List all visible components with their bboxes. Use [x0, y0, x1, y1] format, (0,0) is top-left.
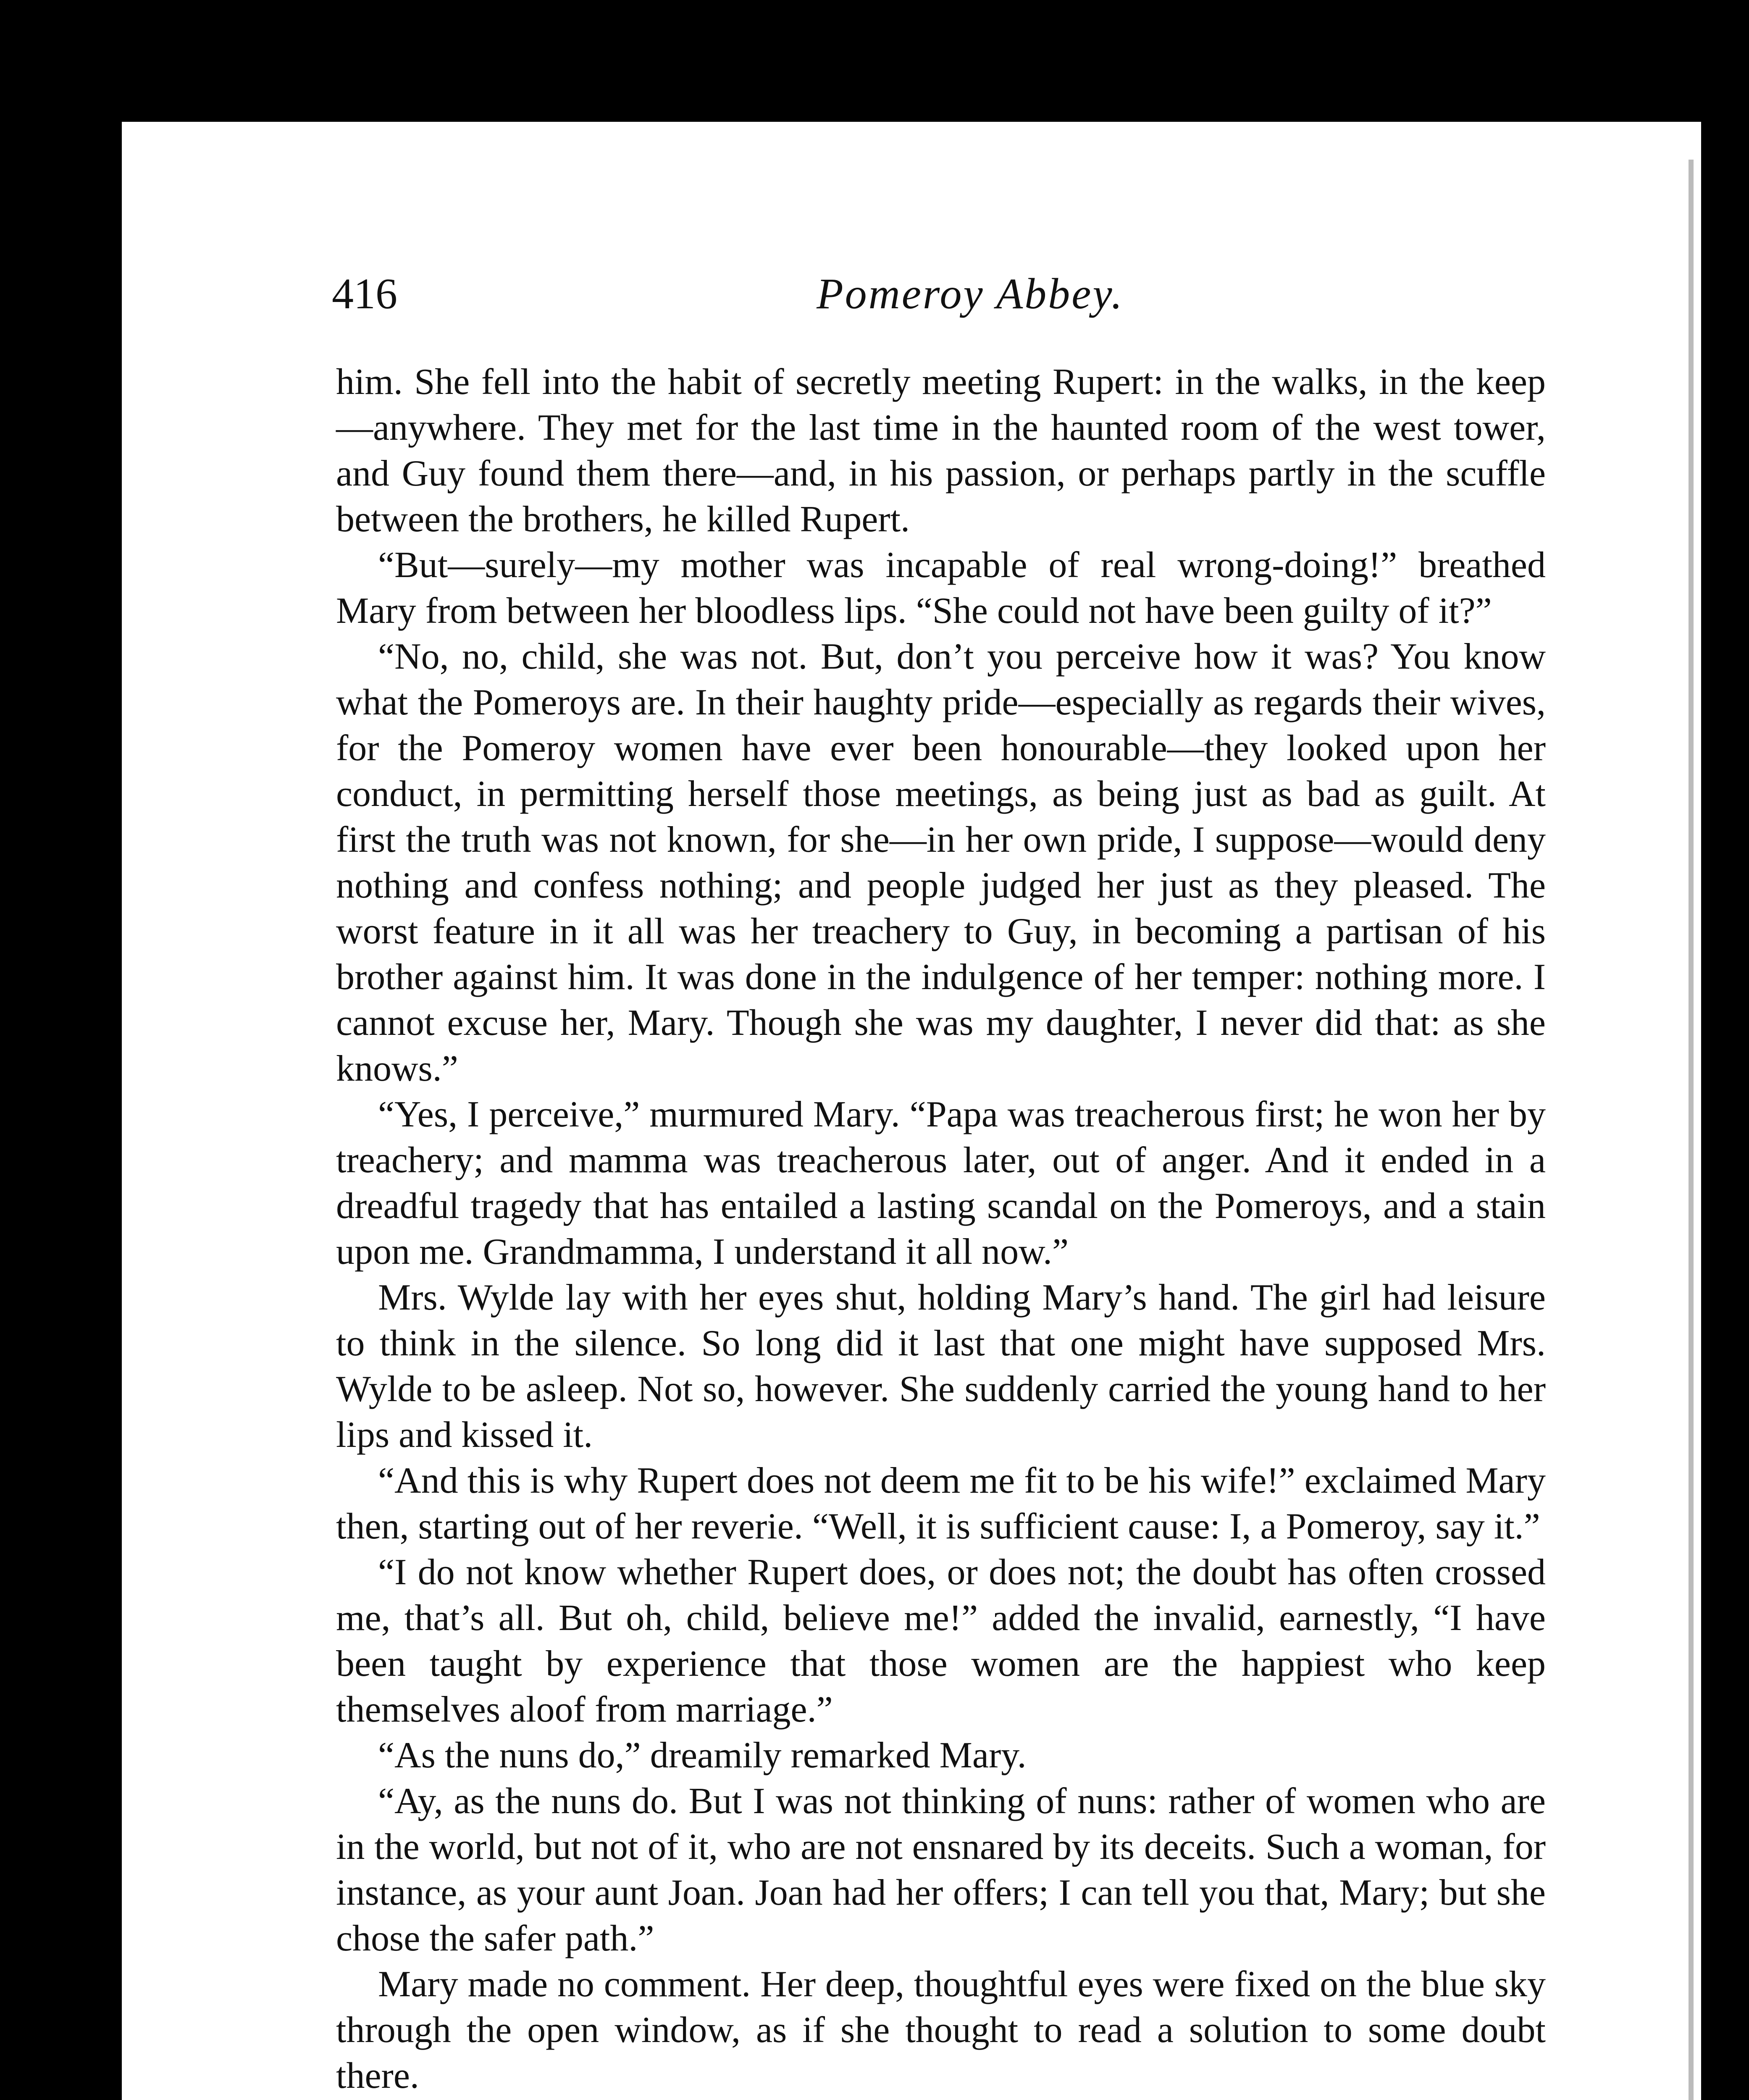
paragraph: “And this is why Rupert does not deem me fit to be his wife!” exclaimed Mary then, starting out of her reverie. “Well, it is sufficient cause: I, a Pomeroy, say it.”	[336, 1460, 1546, 1547]
paragraph: him. She fell into the habit of secretly meeting Rupert: in the walks, in the keep—anywhere. They met for the last time in the haunted room of the west tower, and Guy found them there—and, in his passion, or perhaps partly in the scuffle between the brothers, he killed Rupert.	[336, 362, 1546, 540]
page-edge-right	[1689, 160, 1694, 2100]
paragraph: “Ay, as the nuns do. But I was not thinking of nuns: rather of women who are in the world, but not of it, who are not ensnared by its deceits. Such a woman, for instance, as your aunt Joan. Joan had her offers; I can tell you that, Mary; but she chose the safer path.”	[336, 1781, 1546, 1959]
page-header	[332, 269, 1550, 328]
running-title: Pomeroy Abbey.	[817, 270, 1124, 318]
body-text	[336, 359, 1546, 2100]
paragraph: Mary made no comment. Her deep, thoughtful eyes were fixed on the blue sky through the open window, as if she thought to read a solution to some doubt there.	[336, 1964, 1546, 2096]
paragraph: Mrs. Wylde lay with her eyes shut, holding Mary’s hand. The girl had leisure to think in the silence. So long did it last that one might have supposed Mrs. Wylde to be asleep. Not so, however. She suddenly carried the young hand to her lips and kissed it.	[336, 1277, 1546, 1455]
paragraph: “As the nuns do,” dreamily remarked Mary.	[378, 1735, 1027, 1776]
paragraph: “But—surely—my mother was incapable of real wrong-doing!” breathed Mary from between her bloodless lips. “She could not have been guilty of it?”	[336, 545, 1546, 631]
paragraph: “Yes, I perceive,” murmured Mary. “Papa was treacherous first; he won her by treachery; and mamma was treacherous later, out of anger. And it ended in a dreadful tragedy that has entailed a lasting scandal on the Pomeroys, and a stain upon me. Grandmamma, I understand it all now.”	[336, 1094, 1546, 1272]
paragraph: “I do not know whether Rupert does, or does not; the doubt has often crossed me, that’s all. But oh, child, believe me!” added the invalid, earnestly, “I have been taught by experience that those women are the happiest who keep themselves aloof from marriage.”	[336, 1552, 1546, 1730]
page-number: 416	[332, 270, 397, 318]
paragraph: “No, no, child, she was not. But, don’t you perceive how it was? You know what the Pomeroys are. In their haughty pride—especially as regards their wives, for the Pomeroy women have ever been honourable—they looked upon her conduct, in permitting herself those meetings, as being just as bad as guilt. At first the truth was not known, for she—in her own pride, I suppose—would deny nothing and confess nothing; and people judged her just as they pleased. The worst feature in it all was her treachery to Guy, in becoming a partisan of his brother against him. It was done in the indulgence of her temper: nothing more. I cannot excuse her, Mary. Though she was my daughter, I never did that: as she knows.”	[336, 636, 1546, 1089]
